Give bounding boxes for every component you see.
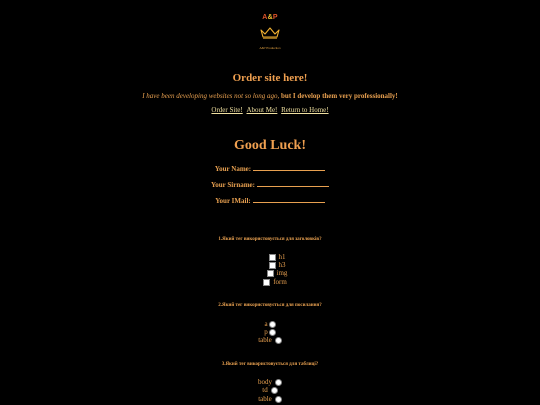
q1-checkbox-h1[interactable] — [269, 254, 276, 261]
name-input[interactable] — [253, 164, 325, 171]
q1-option-label: img — [276, 269, 288, 277]
quiz-title: Good Luck! — [234, 138, 306, 153]
surname-field-row — [0, 180, 540, 189]
q3-radio-td[interactable] — [271, 387, 278, 394]
q1-checkbox-h3[interactable] — [269, 262, 276, 269]
q1-option-label: form — [273, 278, 287, 286]
q2-radio-a[interactable] — [269, 321, 276, 328]
crown-icon — [260, 27, 280, 39]
tagline-italic: I have been developing websites not so long ago, — [142, 92, 280, 100]
question-3: 3.Який тег використовується для таблиці? — [221, 362, 319, 367]
nav-links — [0, 106, 540, 114]
q1-option-label: h3 — [278, 261, 286, 269]
q1-option-img — [0, 269, 540, 277]
q1-checkbox-form[interactable] — [263, 279, 270, 286]
question-2: 2.Який тег використовується для посилання? — [218, 303, 322, 308]
q2-radio-table[interactable] — [275, 337, 282, 344]
q3-option-label: body — [258, 378, 272, 386]
nav-link-home[interactable]: Return to Home! — [281, 106, 329, 114]
q2-option-table — [0, 336, 540, 344]
q2-option-label: table — [258, 336, 272, 344]
order-title: Order site here! — [232, 72, 308, 84]
site-logo[interactable] — [248, 10, 292, 54]
q1-option-form — [0, 278, 540, 286]
q1-option-h3 — [0, 261, 540, 269]
q3-option-label: td — [262, 386, 268, 394]
q1-option-h1 — [0, 253, 540, 261]
tagline-bold: but I develop them very professionally! — [279, 92, 398, 100]
email-field-row — [0, 196, 540, 205]
tagline — [0, 92, 540, 100]
question-1: 1.Який тег використовується для заголовків? — [218, 237, 322, 242]
name-label: Your Name: — [214, 165, 252, 173]
q3-radio-body[interactable] — [275, 379, 282, 386]
q3-option-body — [0, 378, 540, 386]
q2-option-label: p — [264, 328, 268, 336]
logo-subtitle: A&P Production — [259, 46, 281, 50]
q3-radio-table[interactable] — [275, 396, 282, 403]
q3-option-label: table — [258, 395, 272, 403]
q3-option-td — [0, 386, 540, 394]
q2-option-p — [0, 328, 540, 336]
nav-link-order[interactable]: Order Site! — [211, 106, 243, 114]
email-input[interactable] — [253, 196, 325, 203]
logo-wordmark: A&P — [262, 14, 278, 21]
surname-label: Your Sirname: — [210, 181, 255, 189]
q1-checkbox-img[interactable] — [267, 270, 274, 277]
surname-input[interactable] — [257, 180, 329, 187]
name-field-row — [0, 164, 540, 173]
q2-option-label: a — [264, 320, 268, 328]
q2-option-a — [0, 320, 540, 328]
q2-radio-p[interactable] — [269, 329, 276, 336]
nav-link-about[interactable]: About Me! — [246, 106, 278, 114]
q1-option-label: h1 — [278, 253, 286, 261]
email-label: Your IMail: — [215, 197, 251, 205]
q3-option-table — [0, 395, 540, 403]
